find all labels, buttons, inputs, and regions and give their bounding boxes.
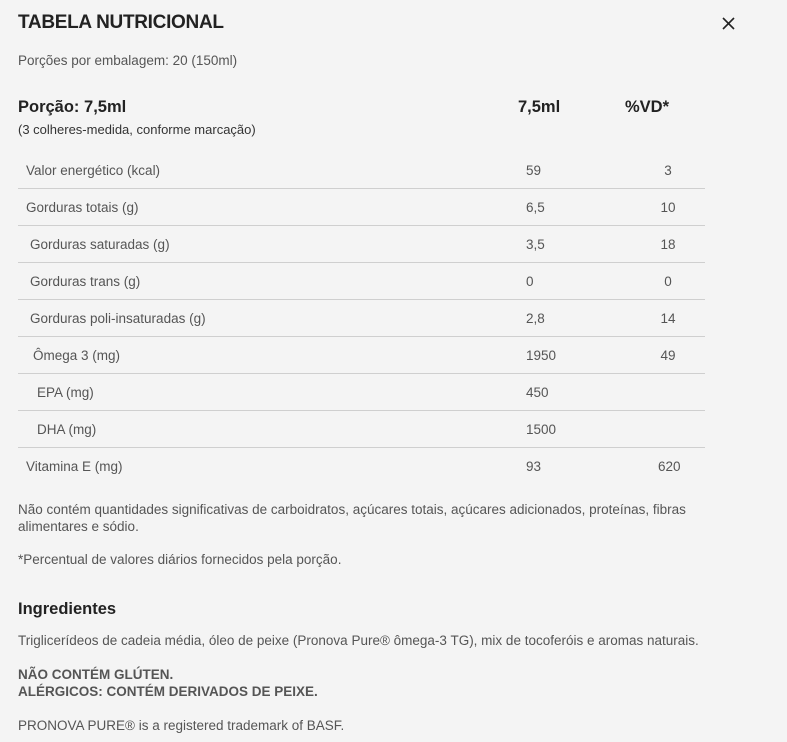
gluten-warning: NÃO CONTÉM GLÚTEN. [18, 667, 174, 682]
amount-column-header: 7,5ml [518, 98, 561, 116]
table-row [18, 411, 705, 448]
table-row [18, 152, 705, 189]
nutrient-value: 2,8 [526, 311, 545, 326]
table-row [18, 263, 705, 300]
nutrient-vd: 18 [660, 237, 676, 252]
table-row [18, 374, 705, 411]
vd-column-header: %VD* [625, 98, 670, 116]
nutrient-value: 59 [526, 163, 542, 178]
nutrient-name: EPA (mg) [37, 385, 94, 400]
nutrient-value: 93 [526, 459, 542, 474]
table-row [18, 300, 705, 337]
nutrient-vd: 0 [664, 274, 672, 289]
portion-description: (3 colheres-medida, conforme marcação) [18, 122, 256, 137]
nutrient-vd: 14 [660, 311, 676, 326]
close-button[interactable] [717, 12, 739, 34]
close-icon[interactable] [717, 12, 739, 34]
trademark-notice: PRONOVA PURE® is a registered trademark of BASF. [18, 718, 345, 733]
nutrient-name: Gorduras totais (g) [26, 200, 139, 215]
nutrient-value: 0 [526, 274, 534, 289]
nutrient-name: Ômega 3 (mg) [33, 348, 121, 363]
allergen-warning: ALÉRGICOS: CONTÉM DERIVADOS DE PEIXE. [18, 684, 318, 699]
nutrient-value: 450 [526, 385, 549, 400]
nutrition-table [18, 152, 705, 484]
table-row [18, 448, 705, 484]
nutrient-value: 1950 [526, 348, 557, 363]
nutrient-name: Gorduras poli-insaturadas (g) [30, 311, 206, 326]
vd-footnote: *Percentual de valores diários fornecidos pela porção. [18, 552, 342, 567]
nutrient-vd: 3 [664, 163, 672, 178]
servings-per-package: Porções por embalagem: 20 (150ml) [18, 53, 238, 68]
table-row [18, 189, 705, 226]
not-significant-note: Não contém quantidades significativas de carboidratos, açúcares totais, açúcares adicionados, proteínas, fibras alimentares e sódio. [18, 502, 686, 534]
nutrient-vd: 620 [658, 459, 681, 474]
nutrient-name: Valor energético (kcal) [26, 163, 161, 178]
nutrient-value: 6,5 [526, 200, 545, 215]
ingredients-title: Ingredientes [18, 600, 117, 618]
portion-label: Porção: 7,5ml [18, 98, 127, 116]
table-row [18, 337, 705, 374]
nutrient-name: Vitamina E (mg) [26, 459, 123, 474]
nutrient-name: DHA (mg) [37, 422, 97, 437]
page-title: TABELA NUTRICIONAL [18, 12, 224, 33]
nutrient-name: Gorduras trans (g) [30, 274, 141, 289]
nutrient-vd: 10 [660, 200, 676, 215]
nutrient-vd: 49 [660, 348, 676, 363]
nutrient-value: 3,5 [526, 237, 545, 252]
nutrient-value: 1500 [526, 422, 557, 437]
table-row [18, 226, 705, 263]
nutrient-name: Gorduras saturadas (g) [30, 237, 170, 252]
ingredients-text: Triglicerídeos de cadeia média, óleo de peixe (Pronova Pure® ômega-3 TG), mix de tocoferóis e aromas naturais. [18, 633, 699, 648]
